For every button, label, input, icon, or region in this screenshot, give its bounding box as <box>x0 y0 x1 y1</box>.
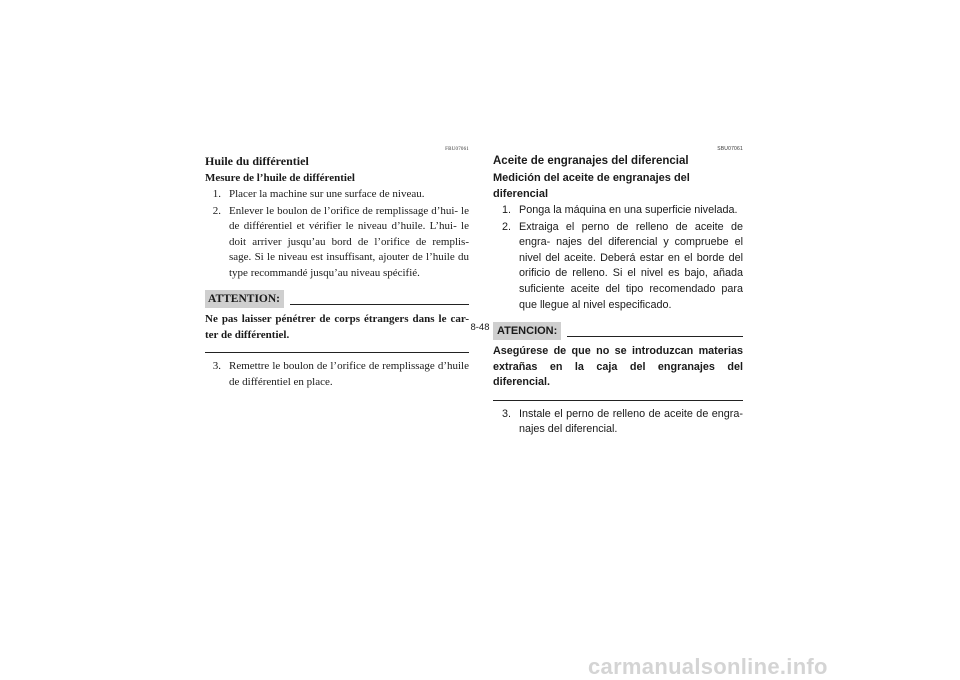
step-text: Remettre le boulon de l’orifice de remplissage d’huile de différentiel en place. <box>229 360 469 388</box>
step-text: Enlever le boulon de l’orifice de remplissage d’hui- le de différentiel et vérifier le niveau d’huile. L’hui- le doit arriver jusqu’au bord de l’orifice de remplis- sage. Si le niveau est insuffisant, ajouter de l’huile du type recommandé jusqu’au niveau spécifié. <box>229 204 469 279</box>
step-number: 1. <box>501 204 511 216</box>
attention-header <box>205 290 469 308</box>
section-subtitle: Mesure de l’huile de différentiel <box>205 172 355 184</box>
page-number: 8-48 <box>470 322 490 333</box>
section-subtitle: Medición del aceite de engranajes del diferencial <box>493 172 690 200</box>
section-code: SBU07061 <box>717 146 743 152</box>
step-number: 2. <box>501 220 511 233</box>
attention-badge: ATTENTION: <box>205 290 284 308</box>
step-item <box>205 187 469 203</box>
step-item <box>205 359 469 390</box>
step-item <box>493 407 743 438</box>
spanish-column <box>493 146 743 439</box>
step-number: 3. <box>501 407 511 420</box>
attention-text: Asegúrese de que no se introduzcan materias extrañas en la caja del engranajes del diferencial. <box>493 345 743 389</box>
attention-text: Ne pas laisser pénétrer de corps étrangers dans le car- ter de différentiel. <box>205 313 469 341</box>
step-text: Extraiga el perno de relleno de aceite de engra- najes del diferencial y compruebe el nivel del aceite. Deberá estar en el borde del orificio de relleno. Si el nivel es bajo, añada suficiente aceite del tipo recomendado para que llegue al nivel especificado. <box>519 220 743 311</box>
attention-footer-rule <box>493 400 743 401</box>
step-number: 2. <box>212 204 221 217</box>
step-text: Ponga la máquina en una superficie nivelada. <box>519 204 738 216</box>
step-item <box>493 220 743 314</box>
section-title: Huile du différentiel <box>205 154 309 168</box>
section-code: FBU07061 <box>445 147 469 152</box>
watermark: carmanualsonline.info <box>588 654 828 679</box>
french-column <box>205 146 469 391</box>
step-text: Placer la machine sur une surface de niveau. <box>229 188 425 200</box>
attention-footer-rule <box>205 352 469 353</box>
step-item <box>205 204 469 282</box>
step-text: Instale el perno de relleno de aceite de engra- najes del diferencial. <box>519 407 743 436</box>
step-number: 1. <box>212 188 221 200</box>
step-item <box>493 203 743 219</box>
attention-badge: ATENCION: <box>493 322 561 340</box>
section-title: Aceite de engranajes del diferencial <box>493 155 689 167</box>
attention-header-rule <box>290 293 469 305</box>
step-number: 3. <box>212 360 221 372</box>
